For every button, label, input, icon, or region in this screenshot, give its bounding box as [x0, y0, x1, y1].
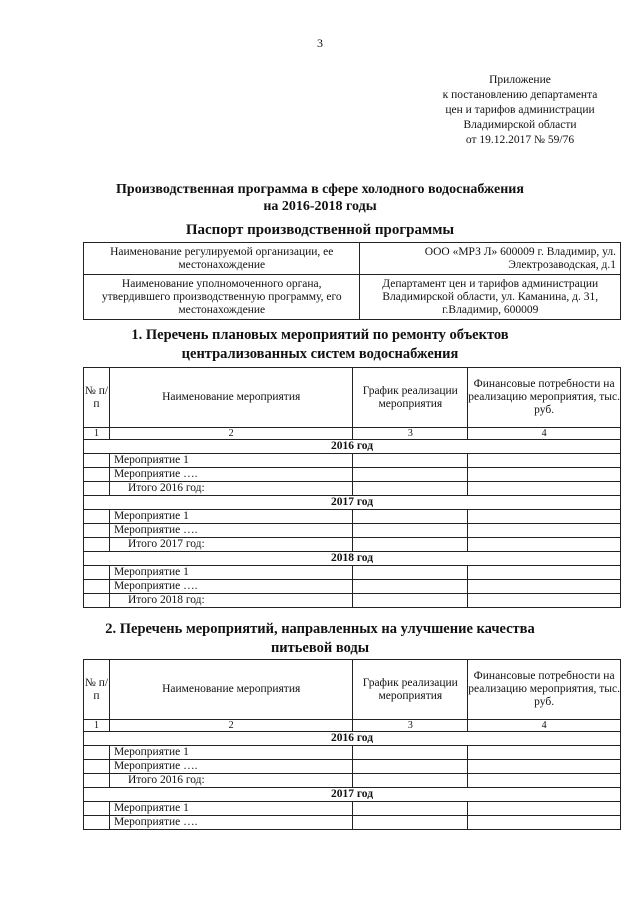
col-header-num: № п/п: [84, 368, 110, 428]
appendix-line: от 19.12.2017 № 59/76: [465, 134, 575, 146]
year-row: [84, 732, 621, 746]
table-row: [84, 802, 621, 816]
table-row: [84, 816, 621, 830]
title-line: на 2016-2018 годы: [263, 199, 377, 214]
table-row: [84, 510, 621, 524]
total-row: [84, 482, 621, 496]
passport-label: Наименование уполномоченного органа, утвердившего производственную программу, его местонахождение: [84, 275, 360, 320]
col-index: 1: [84, 720, 110, 732]
year-label: 2016 год: [84, 732, 621, 746]
appendix-note: [430, 73, 610, 148]
total-label: Итого 2017 год:: [109, 538, 352, 552]
measure-name: Мероприятие ….: [109, 760, 352, 774]
section-title-line: питьевой воды: [270, 640, 370, 656]
col-header-schedule: График реализации мероприятия: [353, 368, 468, 428]
year-row: [84, 788, 621, 802]
section-title-line: 2. Перечень мероприятий, направленных на улучшение качества: [105, 621, 535, 637]
col-header-schedule: График реализации мероприятия: [353, 660, 468, 720]
measure-name: Мероприятие 1: [109, 510, 352, 524]
measure-name: Мероприятие ….: [109, 580, 352, 594]
col-index: 4: [468, 428, 621, 440]
col-header-finance: Финансовые потребности на реализацию мероприятия, тыс. руб.: [468, 660, 621, 720]
section-2-title: [60, 620, 580, 658]
passport-row: [84, 243, 621, 275]
title-line: Производственная программа в сфере холодного водоснабжения: [116, 182, 524, 197]
table-row: [84, 468, 621, 482]
col-index: 2: [109, 720, 352, 732]
table-row: [84, 746, 621, 760]
appendix-line: к постановлению департамента: [442, 89, 598, 101]
year-label: 2018 год: [84, 552, 621, 566]
measure-name: Мероприятие ….: [109, 468, 352, 482]
col-index: 4: [468, 720, 621, 732]
table-row: [84, 524, 621, 538]
table-row: [84, 566, 621, 580]
appendix-line: Приложение: [489, 74, 551, 86]
table-index-row: [84, 428, 621, 440]
total-row: [84, 594, 621, 608]
year-label: 2017 год: [84, 496, 621, 510]
col-index: 1: [84, 428, 110, 440]
year-label: 2016 год: [84, 440, 621, 454]
table-row: [84, 580, 621, 594]
passport-table: [83, 242, 621, 320]
col-header-name: Наименование мероприятия: [109, 368, 352, 428]
year-row: [84, 552, 621, 566]
table-row: [84, 760, 621, 774]
col-header-num: № п/п: [84, 660, 110, 720]
passport-value: Департамент цен и тарифов администрации Владимирской области, ул. Каманина, д. 31, г.Владимир, 600009: [360, 275, 621, 320]
appendix-line: цен и тарифов администрации: [445, 104, 595, 116]
year-row: [84, 496, 621, 510]
measure-name: Мероприятие 1: [109, 746, 352, 760]
passport-label: Наименование регулируемой организации, ее местонахождение: [84, 243, 360, 275]
col-index: 3: [353, 428, 468, 440]
document-title: [60, 181, 580, 215]
passport-row: [84, 275, 621, 320]
table-header-row: [84, 660, 621, 720]
passport-heading: Паспорт производственной программы: [185, 222, 455, 238]
year-row: [84, 440, 621, 454]
table-quality-measures: [83, 659, 621, 830]
table-index-row: [84, 720, 621, 732]
total-row: [84, 538, 621, 552]
col-index: 3: [353, 720, 468, 732]
section-title-line: централизованных систем водоснабжения: [181, 346, 459, 362]
passport-value: ООО «МРЗ Л» 600009 г. Владимир, ул. Электрозаводская, д.1: [360, 243, 621, 275]
table-row: [84, 454, 621, 468]
measure-name: Мероприятие ….: [109, 816, 352, 830]
measure-name: Мероприятие ….: [109, 524, 352, 538]
appendix-line: Владимирской области: [463, 119, 577, 131]
col-index: 2: [109, 428, 352, 440]
total-row: [84, 774, 621, 788]
table-header-row: [84, 368, 621, 428]
section-title-line: 1. Перечень плановых мероприятий по ремонту объектов: [131, 327, 509, 343]
measure-name: Мероприятие 1: [109, 802, 352, 816]
total-label: Итого 2018 год:: [109, 594, 352, 608]
col-header-name: Наименование мероприятия: [109, 660, 352, 720]
total-label: Итого 2016 год:: [109, 482, 352, 496]
measure-name: Мероприятие 1: [109, 454, 352, 468]
total-label: Итого 2016 год:: [109, 774, 352, 788]
measure-name: Мероприятие 1: [109, 566, 352, 580]
year-label: 2017 год: [84, 788, 621, 802]
table-repair-measures: [83, 367, 621, 608]
col-header-finance: Финансовые потребности на реализацию мероприятия, тыс. руб.: [468, 368, 621, 428]
section-1-title: [60, 326, 580, 364]
page-number: 3: [317, 36, 323, 50]
